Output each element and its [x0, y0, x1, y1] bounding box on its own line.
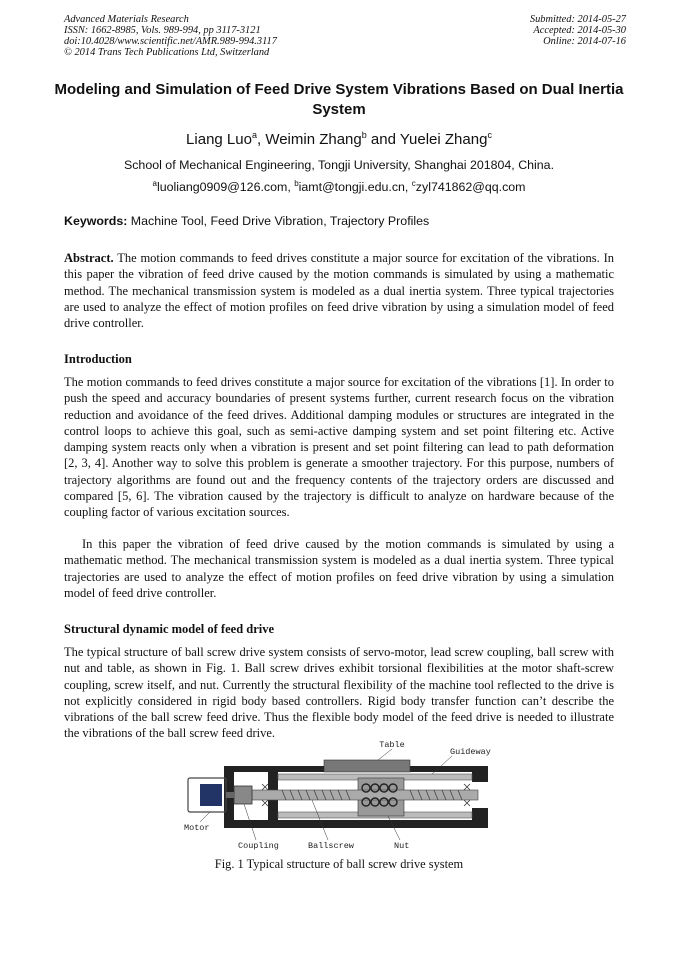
journal-doi: doi:10.4028/www.scientific.net/AMR.989-994.3117: [64, 36, 277, 47]
accepted-date: Accepted: 2014-05-30: [533, 25, 626, 36]
section-heading-structural: Structural dynamic model of feed drive: [64, 622, 275, 636]
author-marker: a: [251, 130, 257, 140]
email-marker: a: [152, 179, 157, 188]
label-ballscrew: Ballscrew: [308, 841, 354, 851]
email-link[interactable]: zyl741862@qq.com: [415, 180, 526, 195]
structural-paragraph-1: The typical structure of ball screw drive system consists of servo-motor, lead screw coupling, ball screw with nut and table, as shown in Fig. 1. Ball screw drives exhibit torsional flexibilities at the motor shaft-screw coupling, screw itself, and nut. Currently the structural flexibility of the machine tool reflected to the drive is not explicitly considered in rigid body based controllers. Rigid body transfer function can’t describe the vibrations of the ball screw feed drive. Thus the flexible body model of the feed drive is needed to illustrate the vibrations of the ball screw feed drive.: [64, 645, 614, 741]
label-guideway: Guideway: [450, 747, 491, 757]
author-marker: c: [487, 130, 492, 140]
motor: [200, 784, 222, 806]
abstract-label: Abstract.: [64, 251, 114, 265]
journal-issn: ISSN: 1662-8985, Vols. 989-994, pp 3117-3121: [64, 25, 261, 36]
author-separator: ,: [256, 131, 266, 148]
introduction-paragraph-2: In this paper the vibration of feed drive caused by the motion commands is simulated by using a mathematic method. The mechanical transmission system is modeled as a dual inertia system. Three typical trajectories are used to analyze the effect of motion profiles on feed drive vibration by using a simulation model of feed drive controller.: [64, 537, 614, 600]
label-motor: Motor: [184, 823, 210, 833]
email-link[interactable]: luoliang0909@126.com,: [156, 180, 295, 195]
email-list: [0, 179, 678, 194]
author-name: Weimin Zhang: [265, 131, 362, 148]
affiliation: School of Mechanical Engineering, Tongji University, Shanghai 201804, China.: [123, 158, 555, 172]
motor-shaft: [226, 792, 234, 798]
table: [324, 760, 410, 772]
keywords-text: Machine Tool, Feed Drive Vibration, Trajectory Profiles: [127, 214, 430, 228]
journal-name: Advanced Materials Research: [64, 14, 189, 25]
submitted-date: Submitted: 2014-05-27: [529, 14, 626, 25]
keywords-label: Keywords:: [64, 214, 128, 228]
coupling: [234, 786, 252, 804]
author-separator: and: [366, 131, 400, 148]
email-link[interactable]: iamt@tongji.edu.cn,: [298, 180, 412, 195]
email-marker: b: [294, 179, 299, 188]
dates-info: [530, 14, 626, 47]
abstract-text: The motion commands to feed drives constitute a major source for excitation of the vibrations. In this paper the vibration of feed drive caused by the motion commands is simulated by using a mathematic method. The mechanical transmission system is modeled as a dual inertia system. Three typical trajectories are used to analyze the effect of motion profiles on feed drive vibration by using a simulation model of feed drive controller.: [64, 251, 614, 331]
author-marker: b: [361, 130, 367, 140]
label-nut: Nut: [394, 841, 410, 851]
keywords: [64, 214, 429, 228]
email-marker: c: [411, 179, 416, 188]
bearing-block-right-top: [472, 772, 488, 782]
paper-title: Modeling and Simulation of Feed Drive System Vibrations Based on Dual Inertia System: [54, 81, 624, 118]
author-name: Liang Luo: [186, 131, 252, 148]
ball-screw-diagram: [182, 736, 502, 854]
figure-caption: Fig. 1 Typical structure of ball screw drive system: [214, 857, 464, 871]
online-date: Online: 2014-07-16: [543, 36, 626, 47]
journal-info: [64, 14, 277, 58]
label-coupling: Coupling: [238, 841, 279, 851]
author-name: Yuelei Zhang: [399, 131, 488, 148]
author-list: [0, 130, 678, 148]
frame-bottom: [224, 820, 488, 828]
introduction-paragraph-1: The motion commands to feed drives constitute a major source for excitation of the vibrations [1]. In order to push the speed and accuracy boundaries of present systems further, current research focus on the vibration reduction and avoidance of the feed drives. Additional damping modules or structures are integrated in the control loops to achieve this goal, such as semi-active damping system and set point filtering etc. Active damping system reacts only when a vibration is present and set point filtering can lead to path deformation [2, 3, 4]. Another way to solve this problem is generate a smoother trajectory. For this purpose, numbers of trajectory algorithms are found out and the frequency contents of the trajectory orders are discussed and compared [5, 6]. The vibration caused by the trajectory is difficult to analyze on hardware because of the coupling factor of various excitation sources.: [64, 375, 614, 520]
abstract: [64, 250, 614, 331]
label-table: Table: [379, 740, 405, 750]
bearing-block-right-bottom: [472, 808, 488, 820]
section-heading-introduction: Introduction: [64, 352, 132, 366]
journal-copyright: © 2014 Trans Tech Publications Ltd, Switzerland: [64, 47, 270, 58]
